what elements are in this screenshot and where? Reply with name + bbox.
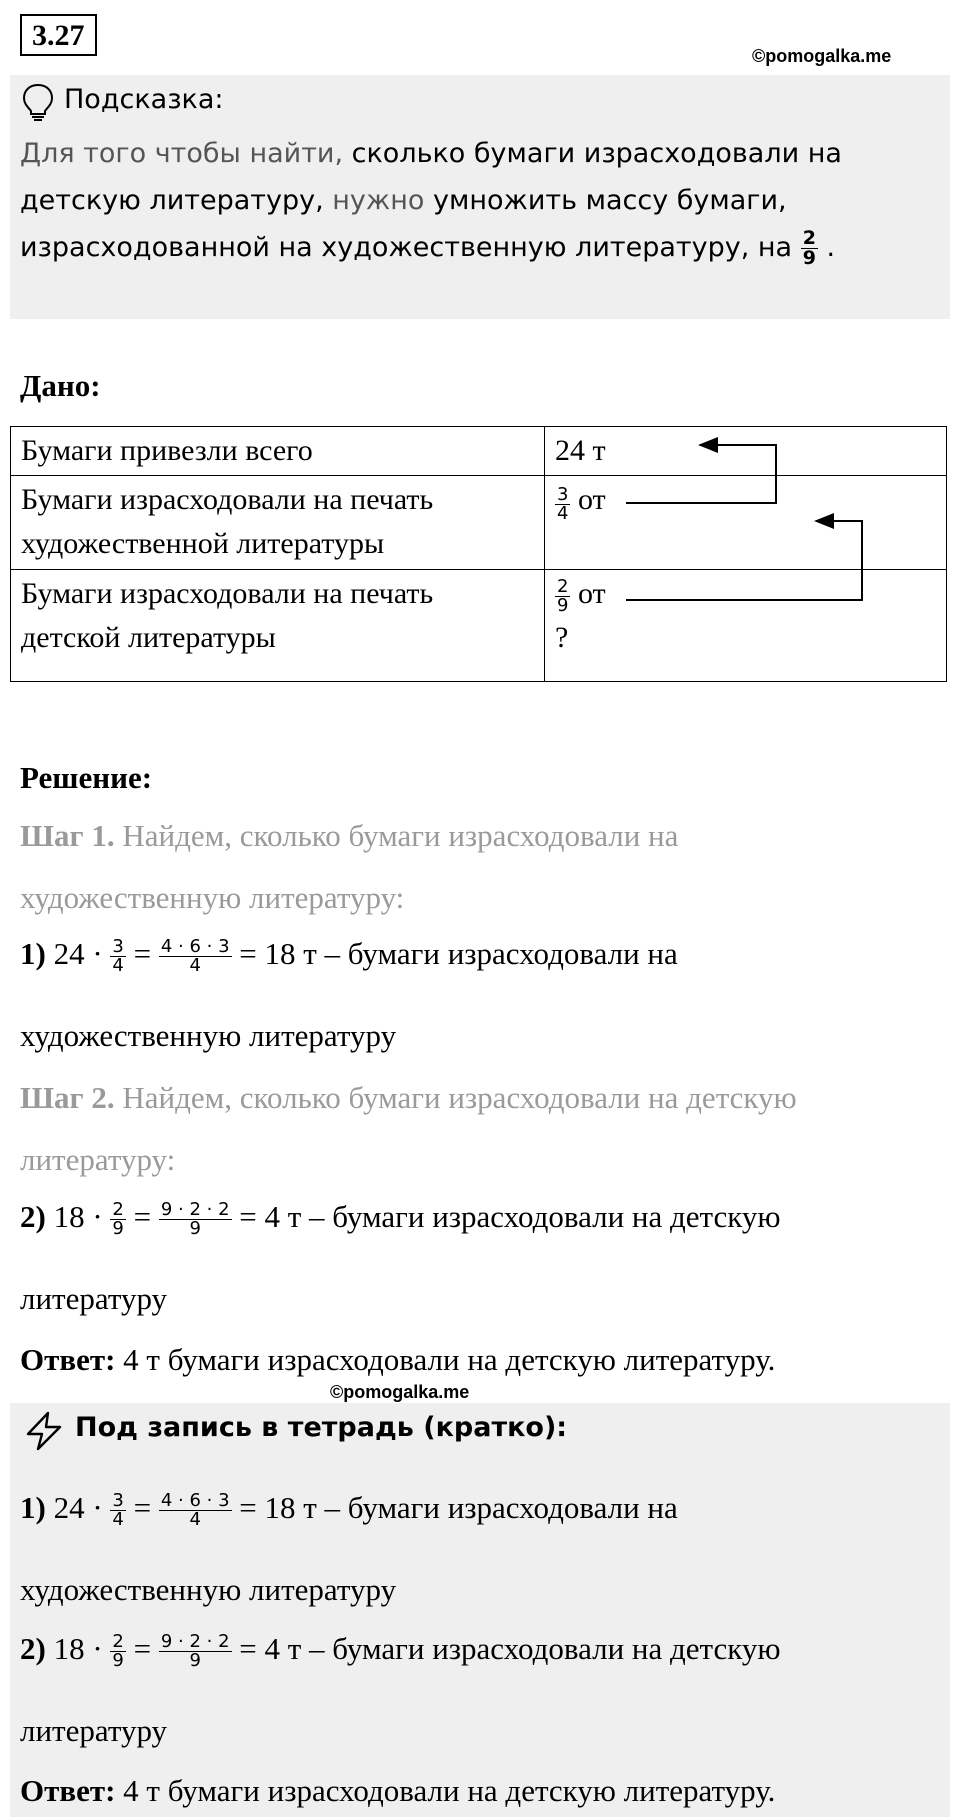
notebook-equation-1-cont: художественную литературу [20,1572,397,1607]
notebook-answer: Ответ: 4 т бумаги израсходовали на детскую литературу. [20,1773,776,1808]
hint-text: Для того чтобы найти, сколько бумаги израсходовали на детскую литературу, нужно умножить массу бумаги, израсходованной на художественную литературу, на $\frac{2}{9}$ . [20,138,842,269]
step1-line-cont: художественную литературу: [20,880,405,915]
given-title: Дано: [20,368,101,403]
problem-number: 3.27 [20,14,97,56]
given-value: $\frac{3}{4}$ от [545,476,947,570]
hint-title: Подсказка: [64,84,224,115]
given-label: Бумаги привезли всего [11,427,545,476]
given-value: 24 т [545,427,947,476]
answer: Ответ: 4 т бумаги израсходовали на детскую литературу. [20,1342,776,1377]
watermark-top: ©pomogalka.me [752,46,892,66]
given-value: $\frac{2}{9}$ от ? [545,570,947,682]
notebook-equation-1: 1) 24 · $\frac{3}{4}$ = $\frac{4 \cdot 6 \cdot 3}{4}$ = 18 т – бумаги израсходовали на [20,1490,678,1531]
step1-line: Шаг 1. Найдем, сколько бумаги израсходовали на [20,818,679,853]
watermark-middle: ©pomogalka.me [330,1382,470,1402]
relation-arrows [0,0,960,700]
solution-title: Решение: [20,760,153,795]
equation-1-cont: художественную литературу [20,1018,397,1053]
notebook-box [10,1403,950,1817]
given-label: Бумаги израсходовали на печать художественной литературы [11,476,545,570]
given-label: Бумаги израсходовали на печать детской литературы [11,570,545,682]
equation-1: 1) 24 · $\frac{3}{4}$ = $\frac{4 \cdot 6 \cdot 3}{4}$ = 18 т – бумаги израсходовали на [20,936,678,977]
lightning-icon [22,1410,66,1457]
notebook-equation-2: 2) 18 · $\frac{2}{9}$ = $\frac{9 \cdot 2 \cdot 2}{9}$ = 4 т – бумаги израсходовали на детскую [20,1631,781,1672]
equation-2: 2) 18 · $\frac{2}{9}$ = $\frac{9 \cdot 2 \cdot 2}{9}$ = 4 т – бумаги израсходовали на детскую [20,1199,781,1240]
notebook-equation-2-cont: литературу [20,1713,168,1748]
equation-2-cont: литературу [20,1281,168,1316]
notebook-title: Под запись в тетрадь (кратко): [75,1412,568,1443]
step2-line-cont: литературу: [20,1142,176,1177]
step2-line: Шаг 2. Найдем, сколько бумаги израсходовали на детскую [20,1080,797,1115]
hint-fraction: $\frac{2}{9}$ [802,227,816,269]
